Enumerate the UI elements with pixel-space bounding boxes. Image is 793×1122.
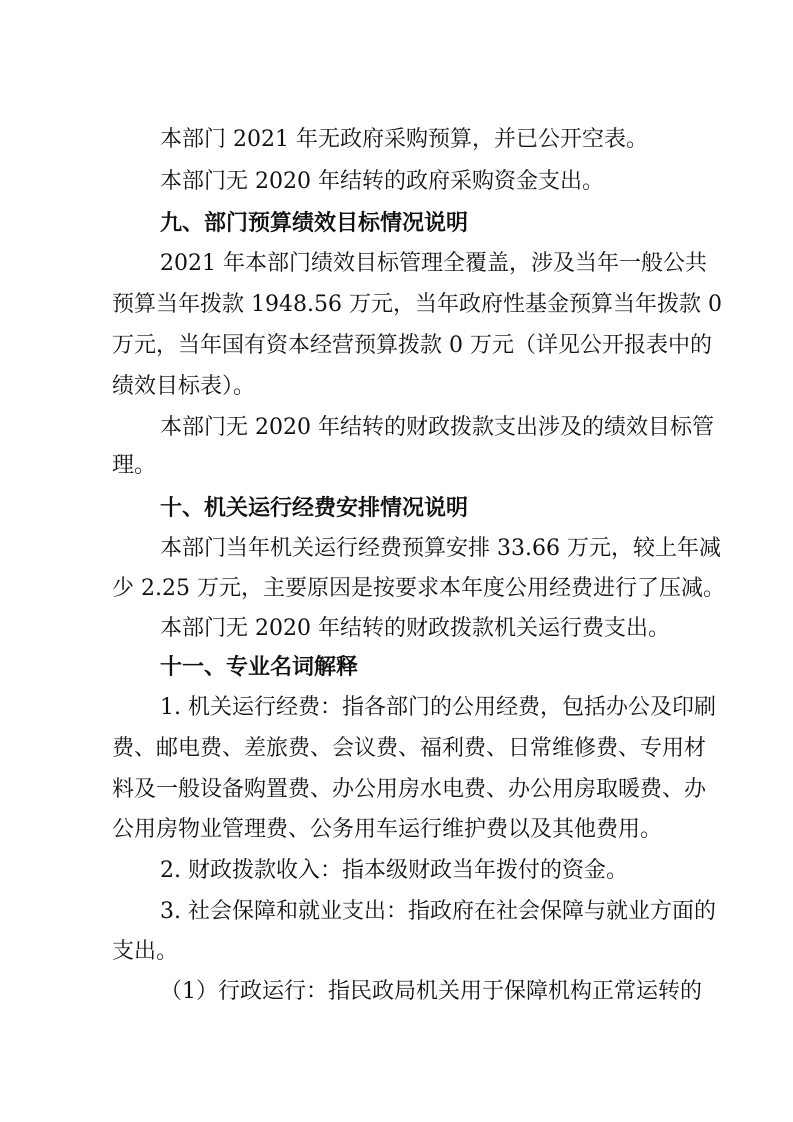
- paragraph-line: 3. 社会保障和就业支出：指政府在社会保障与就业方面的: [160, 899, 716, 924]
- paragraph-line: 本部门无 2020 年结转的政府采购资金支出。: [160, 169, 604, 194]
- paragraph-line: 料及一般设备购置费、办公用房水电费、办公用房取暖费、办: [112, 777, 707, 802]
- paragraph-line: （1）行政运行：指民政局机关用于保障机构正常运转的: [160, 979, 702, 1004]
- paragraph-line: 支出。: [112, 939, 179, 964]
- paragraph-line: 公用房物业管理费、公务用车运行维护费以及其他费用。: [112, 817, 663, 842]
- section-heading-9: 九、部门预算绩效目标情况说明: [160, 211, 469, 236]
- paragraph-line: 本部门当年机关运行经费预算安排 33.66 万元，较上年减: [160, 536, 721, 561]
- paragraph-line: 2. 财政拨款收入：指本级财政当年拨付的资金。: [160, 858, 628, 883]
- paragraph-line: 绩效目标表）。: [112, 374, 256, 399]
- paragraph-line: 本部门无 2020 年结转的财政拨款支出涉及的绩效目标管: [160, 415, 714, 440]
- paragraph-line: 2021 年本部门绩效目标管理全覆盖，涉及当年一般公共: [160, 251, 707, 276]
- section-heading-10: 十、机关运行经费安排情况说明: [160, 496, 469, 521]
- paragraph-line: 理。: [112, 453, 157, 478]
- paragraph-line: 预算当年拨款 1948.56 万元，当年政府性基金预算当年拨款 0: [112, 292, 722, 317]
- paragraph-line: 万元，当年国有资本经营预算拨款 0 万元（详见公开报表中的: [112, 333, 712, 358]
- paragraph-line: 本部门 2021 年无政府采购预算，并已公开空表。: [160, 127, 648, 152]
- paragraph-line: 1. 机关运行经费：指各部门的公用经费，包括办公及印刷: [160, 695, 716, 720]
- paragraph-line: 费、邮电费、差旅费、会议费、福利费、日常维修费、专用材: [112, 736, 707, 761]
- section-heading-11: 十一、专业名词解释: [160, 655, 359, 680]
- paragraph-line: 少 2.25 万元，主要原因是按要求本年度公用经费进行了压减。: [112, 576, 725, 601]
- paragraph-line: 本部门无 2020 年结转的财政拨款机关运行费支出。: [160, 616, 670, 641]
